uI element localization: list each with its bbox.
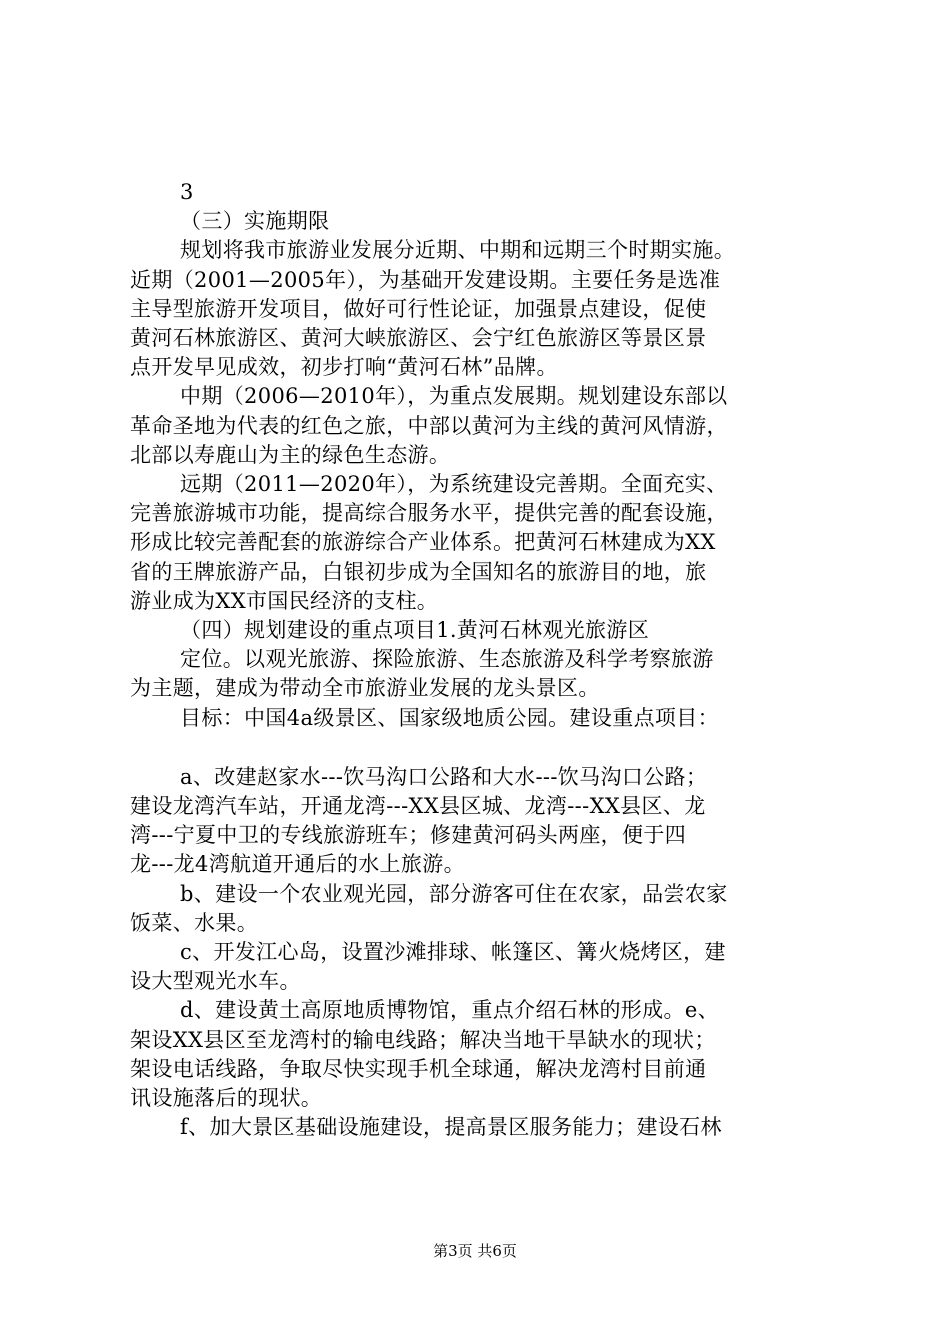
text-line: （三）实施期限 [180, 209, 330, 234]
text-line: 架设XX县区至龙湾村的输电线路；解决当地干旱缺水的现状； [130, 1027, 716, 1052]
text-line: 设大型观光水车。 [130, 969, 301, 994]
text-line: 近期（2001—2005年），为基础开发建设期。主要任务是选准 [130, 267, 721, 292]
page-footer: 第3页 共6页 [433, 1242, 517, 1260]
text-line: 游业成为XX市国民经济的支柱。 [130, 588, 439, 613]
text-line: 架设电话线路，争取尽快实现手机全球通，解决龙湾村目前通 [130, 1056, 707, 1081]
text-line: 点开发早见成效，初步打响“黄河石林”品牌。 [130, 355, 558, 380]
text-line: 省的王牌旅游产品，白银初步成为全国知名的旅游目的地，旅 [130, 559, 707, 584]
text-line: 革命圣地为代表的红色之旅，中部以黄河为主线的黄河风情游， [130, 413, 728, 438]
text-line: 形成比较完善配套的旅游综合产业体系。把黄河石林建成为XX [130, 530, 716, 555]
text-line: 饭菜、水果。 [130, 910, 259, 935]
text-line: 黄河石林旅游区、黄河大峡旅游区、会宁红色旅游区等景区景 [130, 326, 707, 351]
document-body [130, 178, 830, 1143]
text-line: 为主题，建成为带动全市旅游业发展的龙头景区。 [130, 676, 600, 701]
text-line: 完善旅游城市功能，提高综合服务水平，提供完善的配套设施， [130, 501, 728, 526]
text-line: 讯设施落后的现状。 [130, 1086, 323, 1111]
text-line: 龙---龙4湾航道开通后的水上旅游。 [130, 852, 465, 877]
text-block-bottom [130, 763, 830, 1143]
text-line: 北部以寿鹿山为主的绿色生态游。 [130, 442, 451, 467]
text-block-top [130, 178, 830, 733]
text-line: b、建设一个农业观光园，部分游客可住在农家，品尝农家 [180, 881, 728, 906]
text-line: f、加大景区基础设施建设，提高景区服务能力；建设石林 [180, 1115, 722, 1140]
text-line: 定位。以观光旅游、探险旅游、生态旅游及科学考察旅游 [180, 647, 714, 672]
text-line: a、改建赵家水---饮马沟口公路和大水---饮马沟口公路； [180, 764, 708, 789]
text-line: 主导型旅游开发项目，做好可行性论证，加强景点建设，促使 [130, 296, 707, 321]
text-line: 目标：中国4a级景区、国家级地质公园。建设重点项目： [180, 705, 719, 730]
text-line: （四）规划建设的重点项目1.黄河石林观光旅游区 [180, 618, 650, 643]
text-line: 3 [180, 180, 194, 204]
paragraph-gap [130, 733, 830, 763]
text-line: 规划将我市旅游业发展分近期、中期和远期三个时期实施。 [180, 238, 736, 263]
text-line: 湾---宁夏中卫的专线旅游班车；修建黄河码头两座，便于四 [130, 823, 687, 848]
text-line: 远期（2011—2020年），为系统建设完善期。全面充实、 [180, 472, 728, 497]
text-line: d、建设黄土高原地质博物馆，重点介绍石林的形成。e、 [180, 998, 719, 1023]
text-line: 中期（2006—2010年），为重点发展期。规划建设东部以 [180, 384, 728, 409]
text-line: 建设龙湾汽车站，开通龙湾---XX县区城、龙湾---XX县区、龙 [130, 794, 706, 819]
text-line: c、开发江心岛，设置沙滩排球、帐篷区、篝火烧烤区，建 [180, 940, 726, 965]
